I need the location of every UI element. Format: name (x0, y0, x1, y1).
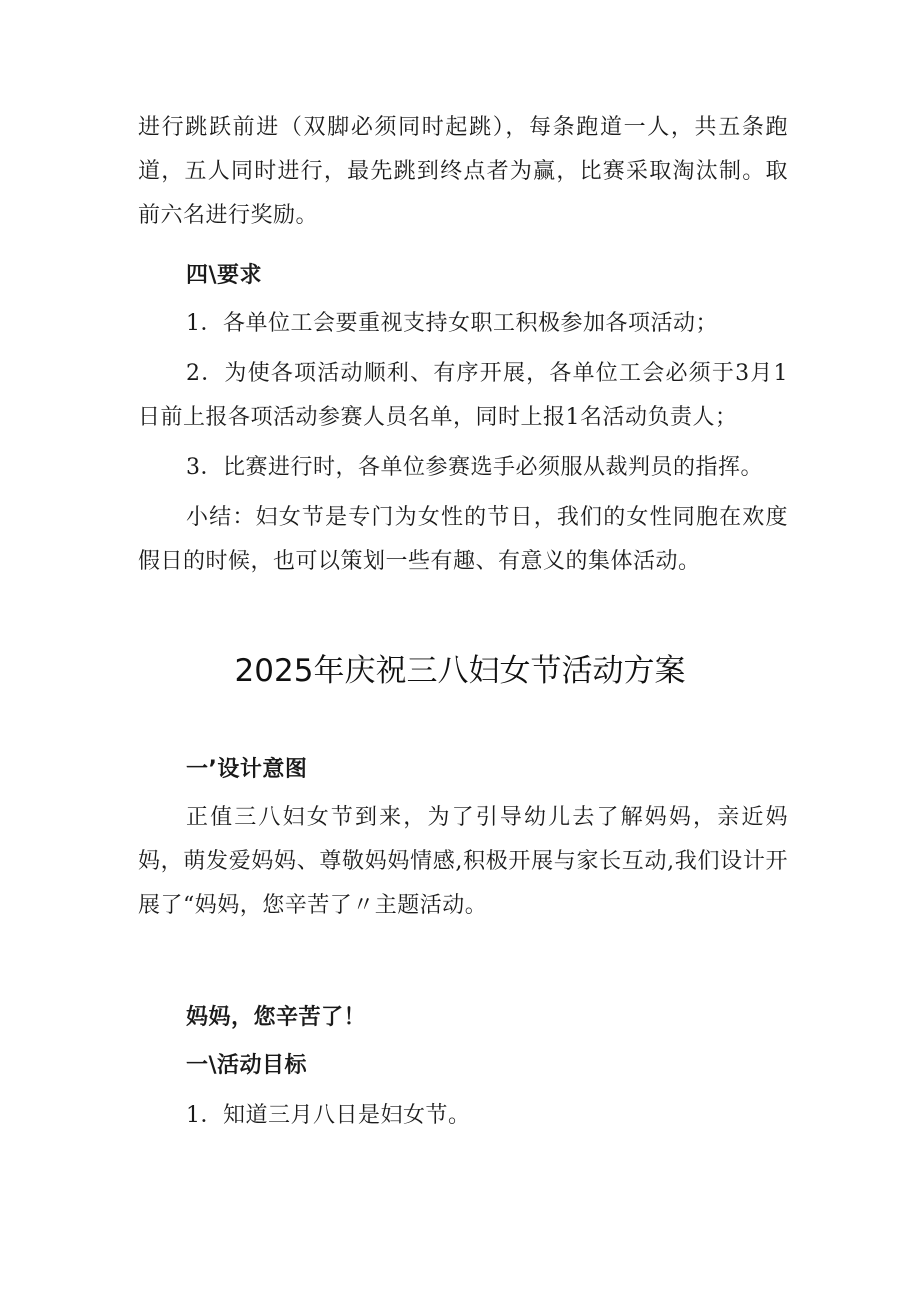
section-four-heading: 四\要求 (186, 263, 263, 288)
requirement-item-2: 2．为使各项活动顺利、有序开展，各单位工会必须于3月1日前上报各项活动参赛人员名单，同时上报1名活动负责人； (138, 361, 788, 430)
design-intent-body: 正值三八妇女节到来，为了引导幼儿去了解妈妈，亲近妈妈，萌发爱妈妈、尊敬妈妈情感,积极开展与家长互动,我们设计开展了“妈妈，您辛苦了〃主题活动。 (138, 805, 788, 918)
plan-title: 2025年庆祝三八妇女节活动方案 (234, 653, 686, 689)
summary-paragraph: 小结：妇女节是专门为女性的节日，我们的女性同胞在欢度假日的时候，也可以策划一些有趣、有意义的集体活动。 (138, 505, 788, 574)
design-intent-heading: 一’设计意图 (186, 757, 308, 782)
section-four-continuation: 进行跳跃前进（双脚必须同时起跳），每条跑道一人，共五条跑道，五人同时进行，最先跳到终点者为赢，比赛采取淘汰制。取前六名进行奖励。 (138, 115, 788, 228)
requirement-item-3: 3．比赛进行时，各单位参赛选手必须服从裁判员的指挥。 (186, 455, 763, 480)
activity-theme-heading: 妈妈，您辛苦了！ (186, 1005, 367, 1030)
requirement-item-1: 1．各单位工会要重视支持女职工积极参加各项活动； (186, 311, 718, 336)
activity-goal-item-1: 1．知道三月八日是妇女节。 (186, 1103, 471, 1128)
activity-goals-heading: 一\活动目标 (186, 1053, 308, 1078)
